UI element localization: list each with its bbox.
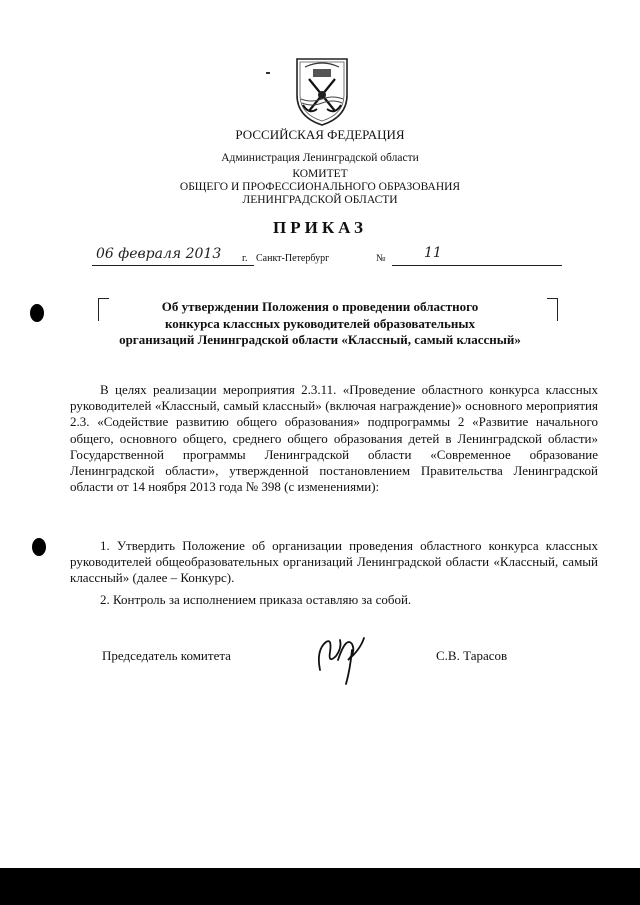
committee-line: ЛЕНИНГРАДСКОЙ ОБЛАСТИ [242, 194, 398, 206]
subject-line: Об утверждении Положения о проведении областного [161, 299, 479, 314]
scan-border-bottom [0, 868, 640, 905]
handwritten-number: 11 [424, 245, 442, 261]
date-number-line [92, 245, 572, 268]
punch-hole-mark [32, 538, 46, 556]
preamble-paragraph: В целях реализации мероприятия 2.3.11. «Проведение областного конкурса классных руководителей «Классный, самый классный» (включая награждение)» основного мероприятия 2.3. «Содействие развитию общего образования» подпрограммы 2 «Развитие начального общего, основного общего, среднего общего образования детей в Ленинградской области» Государственной программы Ленинградской области «Современное образование Ленинградской области», утвержденной постановлением Правительства Ленинградской области от 14 ноября 2013 года № 398 (с изменениями): [70, 382, 598, 495]
coat-of-arms-icon [293, 55, 351, 127]
number-underline [392, 248, 562, 266]
signature-block [102, 646, 562, 696]
order-item-1: 1. Утвердить Положение об организации проведения областного конкурса классных руководителей общеобразовательных организаций Ленинградской области «Классный, самый классный» (далее – Конкурс). [70, 538, 598, 586]
committee-line: ОБЩЕГО И ПРОФЕССИОНАЛЬНОГО ОБРАЗОВАНИЯ [179, 181, 461, 193]
administration-name: Администрация Ленинградской области [221, 152, 419, 164]
handwritten-signature [312, 630, 372, 690]
punch-hole-mark [30, 304, 44, 322]
date-suffix: г. [242, 253, 248, 264]
committee-name [0, 168, 640, 207]
document-title: ПРИКАЗ [273, 218, 367, 237]
handwritten-date: 06 февраля 2013 [96, 246, 222, 262]
subject-line: организаций Ленинградской области «Классный, самый классный» [119, 332, 521, 347]
committee-line: КОМИТЕТ [292, 168, 348, 180]
order-subject [60, 299, 580, 349]
scan-speck [266, 72, 270, 74]
subject-line: конкурса классных руководителей образовательных [164, 315, 476, 331]
order-item-2: 2. Контроль за исполнением приказа оставляю за собой. [100, 592, 412, 607]
city-name: Санкт-Петербург [256, 253, 330, 264]
signer-position: Председатель комитета [102, 648, 231, 663]
number-label: № [376, 253, 386, 264]
signer-name: С.В. Тарасов [436, 648, 508, 663]
country-name: РОССИЙСКАЯ ФЕДЕРАЦИЯ [235, 127, 405, 142]
